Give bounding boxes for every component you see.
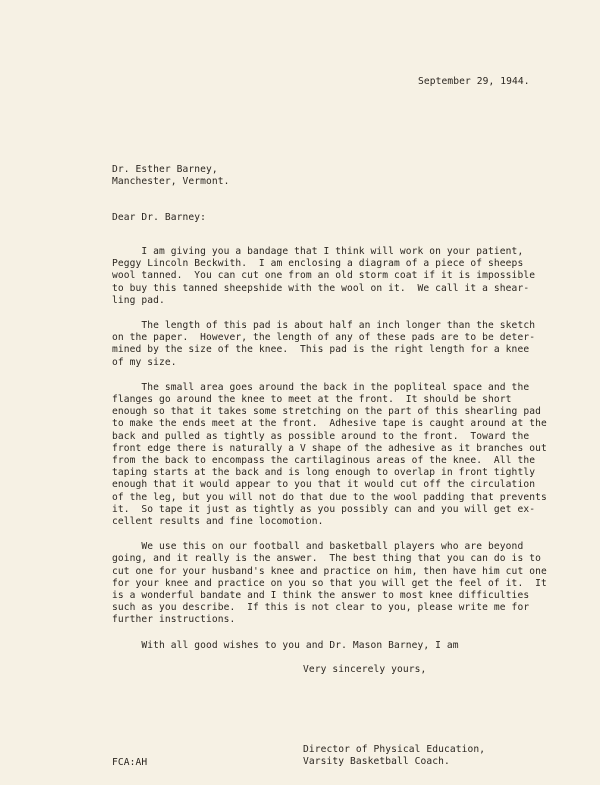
body-line: cellent results and fine locomotion.	[112, 516, 324, 528]
body-paragraph	[112, 382, 552, 528]
signature-block	[303, 744, 485, 768]
body-line: wool tanned. You can cut one from an old storm coat if it is impossible	[112, 270, 536, 282]
recipient-location: Manchester, Vermont.	[112, 176, 230, 188]
reference-initials: FCA:AH	[112, 757, 148, 768]
body-line: on the paper. However, the length of any of these pads are to be deter-	[112, 332, 536, 344]
body-line: cut one for your husband's knee and practice on him, then have him cut one	[112, 565, 547, 577]
body-paragraph	[112, 246, 552, 307]
body-line: going, and it really is the answer. The best thing that you can do is to	[112, 553, 541, 565]
closing	[303, 664, 426, 676]
body-line: of my size.	[112, 356, 177, 368]
body-line: enough that it would appear to you that it would cut off the circulation	[112, 479, 536, 491]
body-line: We use this on our football and basketball players who are beyond	[112, 541, 524, 553]
body-line: mined by the size of the knee. This pad is the right length for a knee	[112, 344, 530, 356]
body-line: such as you describe. If this is not clear to you, please write me for	[112, 602, 530, 614]
recipient-address	[112, 164, 230, 188]
body-line: of the leg, but you will not do that due to the wool padding that prevents	[112, 491, 547, 503]
body-line: to make the ends meet at the front. Adhesive tape is caught around at the	[112, 418, 547, 430]
body-line: front edge there is naturally a V shape of the adhesive as it branches out	[112, 442, 547, 454]
body-line: enough so that it takes some stretching on the part of this shearling pad	[112, 406, 541, 418]
recipient-name: Dr. Esther Barney,	[112, 164, 218, 175]
letter-date: September 29, 1944.	[418, 76, 530, 87]
body-line: The small area goes around the back in the popliteal space and the	[112, 381, 530, 393]
closing-text: Very sincerely yours,	[303, 664, 427, 675]
letter-body	[112, 246, 552, 665]
body-line: further instructions.	[112, 614, 236, 626]
body-line: flanges go around the knee to meet at the front. It should be short	[112, 394, 512, 406]
body-paragraph	[112, 640, 552, 652]
signature-title-line-1: Director of Physical Education,	[303, 744, 486, 755]
body-line: taping starts at the back and is long enough to overlap in front tightly	[112, 467, 536, 479]
body-line: is a wonderful bandate and I think the answer to most knee difficulties	[112, 590, 530, 602]
body-paragraph	[112, 320, 552, 369]
body-line: With all good wishes to you and Dr. Mason Barney, I am	[112, 639, 459, 651]
body-line: from the back to encompass the cartilaginous areas of the knee. All the	[112, 455, 536, 467]
body-line: it. So tape it just as tightly as you possibly can and you will get ex-	[112, 503, 536, 515]
body-line: back and pulled as tightly as possible around to the front. Toward the	[112, 430, 530, 442]
body-line: for your knee and practice on you so that you will get the feel of it. It	[112, 577, 547, 589]
body-line: Peggy Lincoln Beckwith. I am enclosing a diagram of a piece of sheeps	[112, 258, 524, 270]
body-line: ling pad.	[112, 294, 165, 306]
body-line: to buy this tanned sheepshide with the wool on it. We call it a shear-	[112, 282, 530, 294]
body-line: The length of this pad is about half an inch longer than the sketch	[112, 320, 536, 332]
body-line: I am giving you a bandage that I think will work on your patient,	[112, 246, 524, 257]
body-paragraph	[112, 541, 552, 626]
salutation: Dear Dr. Barney:	[112, 212, 207, 223]
signature-title-line-2: Varsity Basketball Coach.	[303, 756, 450, 768]
